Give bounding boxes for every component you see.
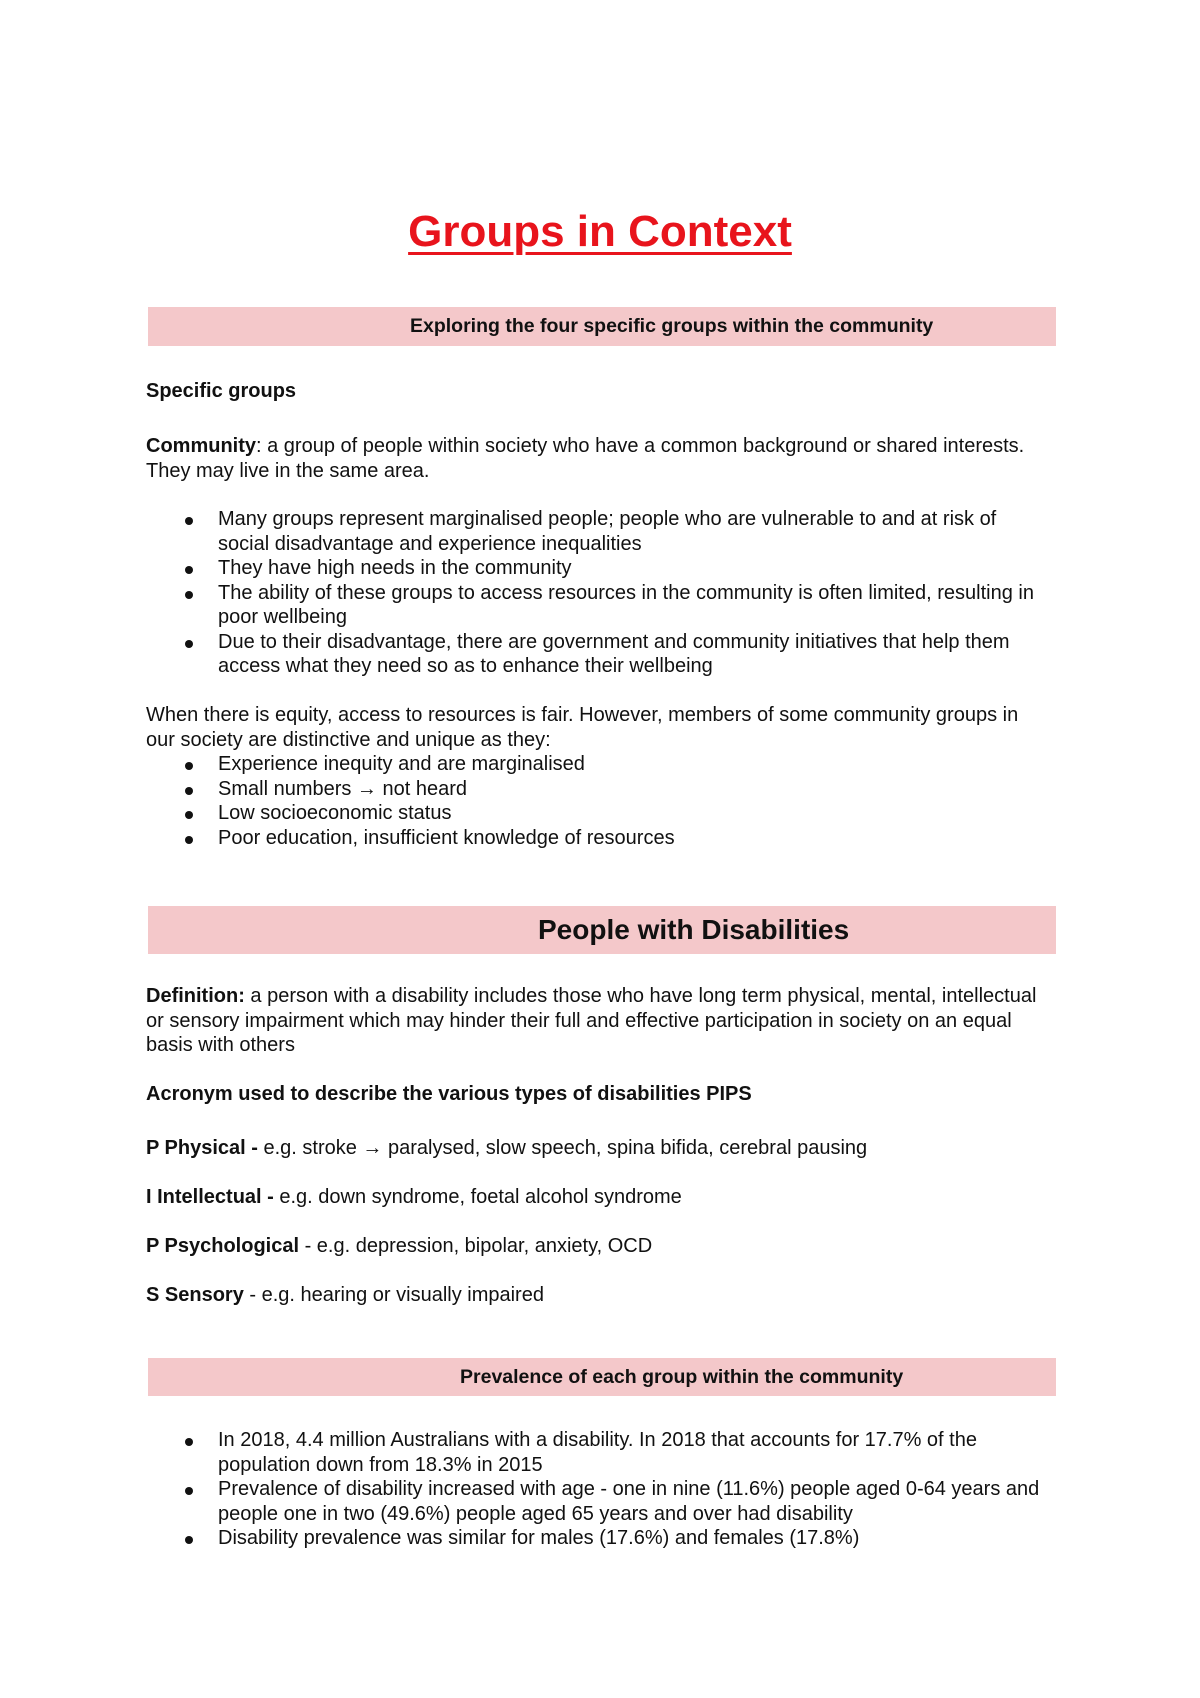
- list-item: Disability prevalence was similar for males (17.6%) and females (17.8%): [146, 1526, 1046, 1551]
- section-banner-prevalence: [148, 1358, 1056, 1396]
- list-item: Many groups represent marginalised people; people who are vulnerable to and at risk of social disadvantage and experience inequalities: [146, 507, 1046, 556]
- pips-intellectual-text: e.g. down syndrome, foetal alcohol syndrome: [279, 1186, 682, 1208]
- community-points-list: [146, 507, 1046, 679]
- list-item: Due to their disadvantage, there are government and community initiatives that help them access what they need so as to enhance their wellbeing: [146, 630, 1046, 679]
- section-banner-groups: [148, 307, 1056, 346]
- list-item: Poor education, insufficient knowledge of resources: [146, 826, 1046, 851]
- equity-paragraph: When there is equity, access to resources is fair. However, members of some community groups in our society are distinctive and unique as they:: [146, 704, 1019, 751]
- community-paragraph: [146, 434, 1046, 483]
- pips-sensory: [146, 1283, 1046, 1308]
- section-banner-groups-text: Exploring the four specific groups within the community: [410, 315, 934, 337]
- pips-physical-text: e.g. stroke → paralysed, slow speech, spina bifida, cerebral pausing: [263, 1137, 868, 1159]
- pips-psychological-text: - e.g. depression, bipolar, anxiety, OCD: [299, 1235, 653, 1257]
- definition-text: a person with a disability includes those who have long term physical, mental, intellectual or sensory impairment which may hinder their full and effective participation in society on an equal basis with others: [146, 985, 1037, 1056]
- section-banner-disabilities: [148, 906, 1056, 954]
- list-item: Small numbers → not heard: [146, 777, 1046, 802]
- list-item: Low socioeconomic status: [146, 801, 1046, 826]
- pips-physical: [146, 1136, 1046, 1161]
- list-item: Prevalence of disability increased with age - one in nine (11.6%) people aged 0-64 years and people one in two (49.6%) people aged 65 years and over had disability: [146, 1477, 1046, 1526]
- community-text: : a group of people within society who have a common background or shared interests. They may live in the same area.: [146, 435, 1025, 482]
- pips-intellectual-term: I Intellectual -: [146, 1186, 280, 1208]
- prevalence-points-list: [146, 1428, 1046, 1551]
- page-title: Groups in Context: [408, 207, 792, 256]
- pips-physical-term: P Physical -: [146, 1137, 264, 1159]
- list-item: Experience inequity and are marginalised: [146, 752, 1046, 777]
- pips-sensory-text: - e.g. hearing or visually impaired: [243, 1284, 544, 1306]
- section-banner-disabilities-text: People with Disabilities: [538, 914, 850, 945]
- acronym-heading: Acronym used to describe the various types of disabilities PIPS: [146, 1083, 752, 1105]
- definition-paragraph: [146, 984, 1046, 1058]
- list-item: The ability of these groups to access resources in the community is often limited, resulting in poor wellbeing: [146, 581, 1046, 630]
- pips-sensory-term: S Sensory: [146, 1284, 244, 1306]
- list-item: In 2018, 4.4 million Australians with a disability. In 2018 that accounts for 17.7% of the population down from 18.3% in 2015: [146, 1428, 1046, 1477]
- list-item: They have high needs in the community: [146, 556, 1046, 581]
- pips-intellectual: [146, 1185, 1046, 1210]
- equity-points-list: [146, 752, 1046, 850]
- pips-psychological: [146, 1234, 1046, 1259]
- pips-psychological-term: P Psychological: [146, 1235, 300, 1257]
- section-banner-prevalence-text: Prevalence of each group within the community: [460, 1366, 904, 1388]
- definition-term: Definition:: [146, 985, 245, 1007]
- specific-groups-heading: Specific groups: [146, 380, 297, 402]
- community-term: Community: [146, 435, 256, 457]
